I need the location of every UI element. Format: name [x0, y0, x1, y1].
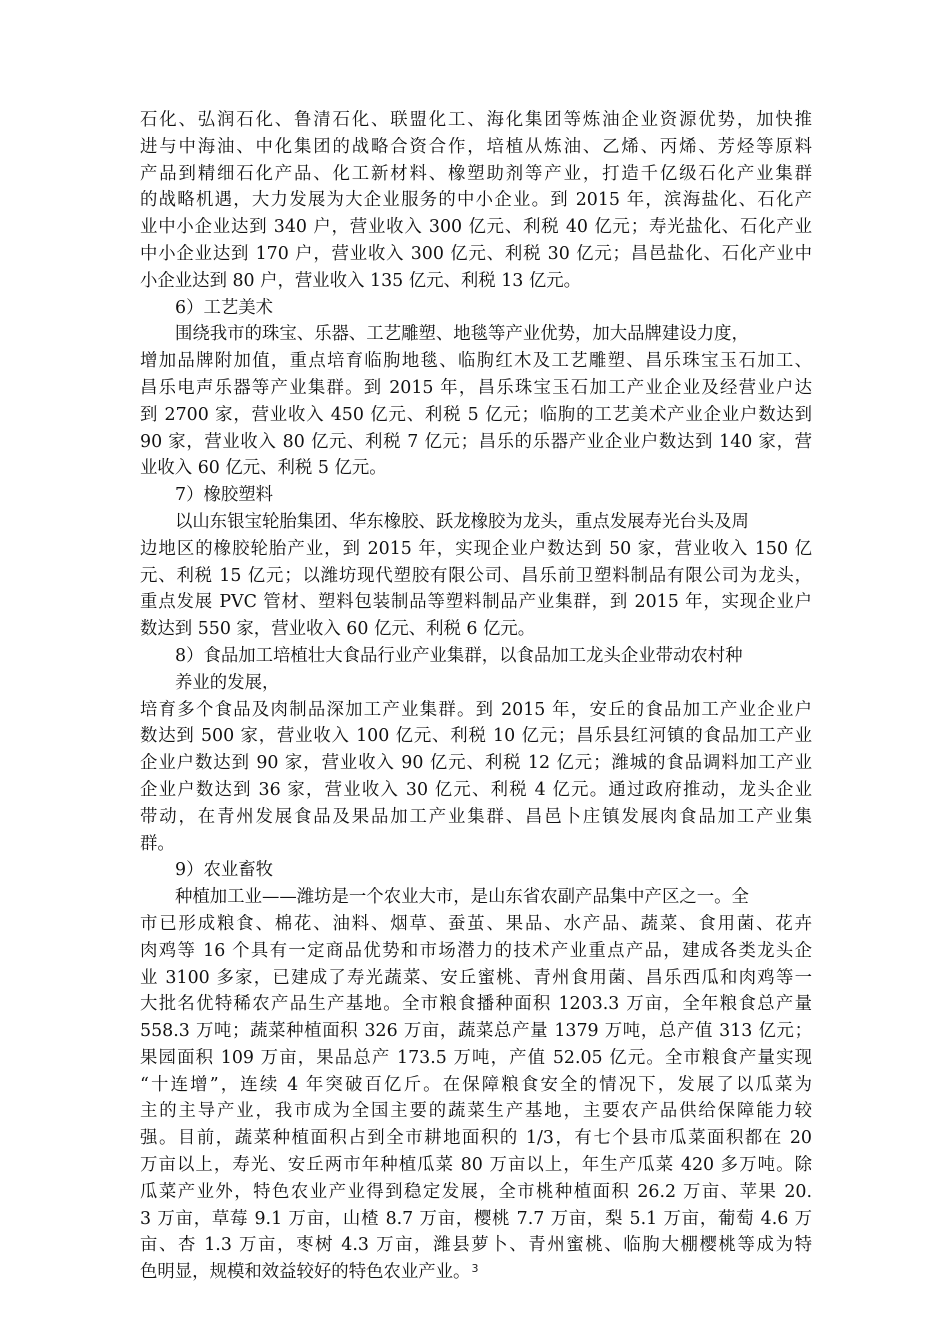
text-line: 业 3100 多家，已建成了寿光蔬菜、安丘蜜桃、青州食用菌、昌乐西瓜和肉鸡等一 — [140, 967, 812, 988]
text-line: 群。 — [140, 833, 175, 854]
text-line: 6）工艺美术 — [175, 297, 274, 318]
text-line: 主的主导产业，我市成为全国主要的蔬菜生产基地，主要农产品供给保障能力较 — [140, 1101, 812, 1122]
text-line: 7）橡胶塑料 — [175, 485, 274, 506]
text-line: 大批名优特稀农产品生产基地。全市粮食播种面积 1203.3 万亩，全年粮食总产量 — [140, 994, 812, 1015]
text-line: 万亩以上，寿光、安丘两市年种植瓜菜 80 万亩以上，年生产瓜菜 420 多万吨。除 — [140, 1155, 812, 1176]
text-line: 市已形成粮食、棉花、油料、烟草、蚕茧、果品、水产品、蔬菜、食用菌、花卉 — [140, 913, 812, 934]
text-line: 果园面积 109 万亩，果品总产 173.5 万吨，产值 52.05 亿元。全市粮食产量实现 — [140, 1047, 812, 1068]
text-line: 9）农业畜牧 — [175, 860, 274, 881]
text-line: 558.3 万吨；蔬菜种植面积 326 万亩，蔬菜总产量 1379 万吨，总产值 313 亿元； — [140, 1021, 812, 1042]
text-line: 数达到 550 家，营业收入 60 亿元、利税 6 亿元。 — [140, 619, 536, 640]
text-line: 养业的发展， — [175, 672, 280, 693]
text-line: 3 万亩，草莓 9.1 万亩，山楂 8.7 万亩，樱桃 7.7 万亩，梨 5.1 万亩，葡萄 4.6 万 — [140, 1208, 812, 1229]
text-line: 业中小企业达到 340 户，营业收入 300 亿元、利税 40 亿元；寿光盐化、石化产业 — [140, 217, 812, 238]
text-line: 以山东银宝轮胎集团、华东橡胶、跃龙橡胶为龙头，重点发展寿光台头及周 — [175, 511, 749, 532]
text-line: 数达到 500 家，营业收入 100 亿元、利税 10 亿元；昌乐县红河镇的食品加工产业 — [140, 726, 812, 747]
text-line: 重点发展 PVC 管材、塑料包装制品等塑料制品产业集群，到 2015 年，实现企业户 — [140, 592, 812, 613]
text-line: 中小企业达到 170 户，营业收入 300 亿元、利税 30 亿元；昌邑盐化、石化产业中 — [140, 243, 812, 264]
text-line: 企业户数达到 36 家，营业收入 30 亿元、利税 4 亿元。通过政府推动，龙头企业 — [140, 779, 812, 800]
text-line: 色明显，规模和效益较好的特色农业产业。 — [140, 1262, 471, 1283]
text-line: 到 2700 家，营业收入 450 亿元、利税 5 亿元；临朐的工艺美术产业企业户数达到 — [140, 404, 812, 425]
text-line: 增加品牌附加值，重点培育临朐地毯、临朐红木及工艺雕塑、昌乐珠宝玉石加工、 — [140, 351, 812, 372]
text-line: 的战略机遇，大力发展为大企业服务的中小企业。到 2015 年，滨海盐化、石化产 — [140, 190, 812, 211]
text-line: 种植加工业——潍坊是一个农业大市，是山东省农副产品集中产区之一。全 — [175, 887, 749, 908]
text-line: 小企业达到 80 户，营业收入 135 亿元、利税 13 亿元。 — [140, 270, 582, 291]
text-line: 产品到精细石化产品、化工新材料、橡塑助剂等产业，打造千亿级石化产业集群 — [140, 163, 812, 184]
text-line: 边地区的橡胶轮胎产业，到 2015 年，实现企业户数达到 50 家，营业收入 150 亿 — [140, 538, 812, 559]
text-line: 90 家，营业收入 80 亿元、利税 7 亿元；昌乐的乐器产业企业户数达到 140 家，营 — [140, 431, 812, 452]
text-line: 石化、弘润石化、鲁清石化、联盟化工、海化集团等炼油企业资源优势，加快推 — [140, 110, 812, 130]
text-line: “十连增”，连续 4 年突破百亿斤。在保障粮食安全的情况下，发展了以瓜菜为 — [140, 1074, 812, 1095]
text-line: 元、利税 15 亿元；以潍坊现代塑胶有限公司、昌乐前卫塑料制品有限公司为龙头， — [140, 565, 812, 586]
text-line: 带动，在青州发展食品及果品加工产业集群、昌邑卜庄镇发展肉食品加工产业集 — [140, 806, 812, 827]
text-line: 昌乐电声乐器等产业集群。到 2015 年，昌乐珠宝玉石加工产业企业及经营业户达 — [140, 377, 812, 398]
text-line: 围绕我市的珠宝、乐器、工艺雕塑、地毯等产业优势，加大品牌建设力度， — [175, 324, 749, 345]
text-line: 企业户数达到 90 家，营业收入 90 亿元、利税 12 亿元；潍城的食品调料加工产业 — [140, 753, 812, 774]
document-body — [140, 107, 812, 1286]
text-line: 瓜菜产业外，特色农业产业得到稳定发展，全市桃种植面积 26.2 万亩、苹果 20. — [140, 1181, 812, 1202]
text-line: 业收入 60 亿元、利税 5 亿元。 — [140, 458, 387, 479]
text-line: 强。目前，蔬菜种植面积占到全市耕地面积的 1/3，有七个县市瓜菜面积都在 20 — [140, 1128, 812, 1149]
page-number: 3 — [471, 1262, 479, 1275]
text-line: 进与中海油、中化集团的战略合资合作，培植从炼油、乙烯、丙烯、芳烃等原料 — [140, 136, 812, 157]
text-line: 亩、杏 1.3 万亩，枣树 4.3 万亩，潍县萝卜、青州蜜桃、临朐大棚樱桃等成为特 — [140, 1235, 812, 1256]
text-line: 8）食品加工培植壮大食品行业产业集群，以食品加工龙头企业带动农村种 — [175, 645, 743, 666]
text-line: 培育多个食品及肉制品深加工产业集群。到 2015 年，安丘的食品加工产业企业户 — [140, 699, 812, 720]
text-line: 肉鸡等 16 个具有一定商品优势和市场潜力的技术产业重点产品，建成各类龙头企 — [140, 940, 812, 961]
